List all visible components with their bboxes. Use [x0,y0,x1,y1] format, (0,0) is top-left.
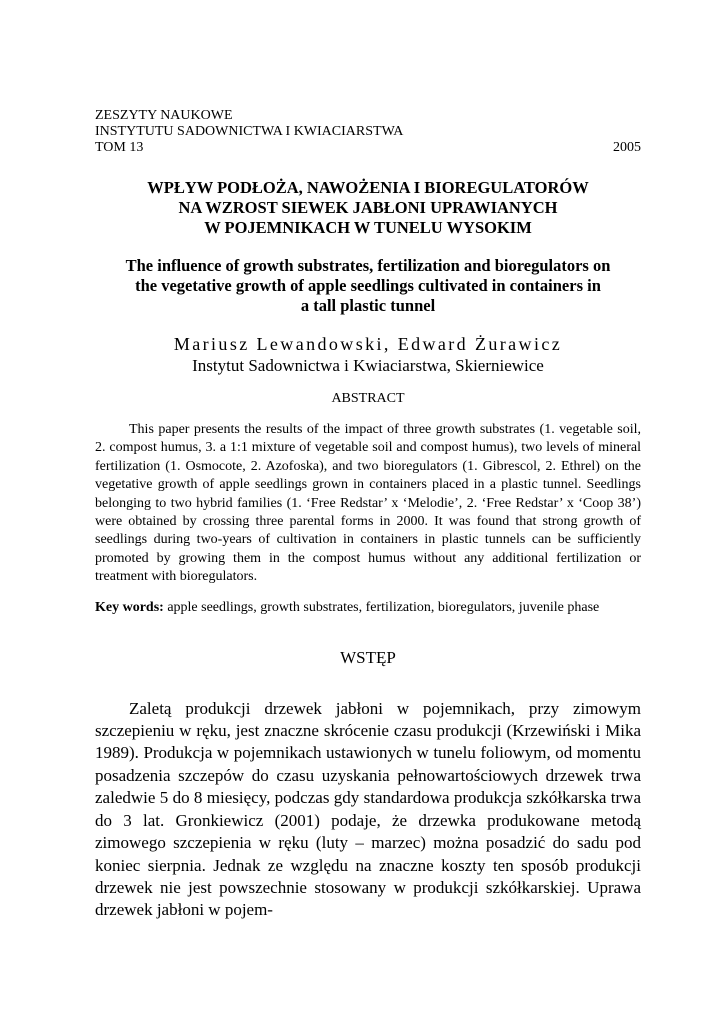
title-polish-line2: NA WZROST SIEWEK JABŁONI UPRAWIANYCH [178,198,558,217]
volume-row [95,140,641,156]
title-polish [95,178,641,238]
volume-label: TOM 13 [95,140,144,155]
year-label: 2005 [613,140,641,155]
section-heading: WSTĘP [340,647,396,667]
authors: Mariusz Lewandowski, Edward Żurawicz [173,334,563,354]
title-polish-line3: W POJEMNIKACH W TUNELU WYSOKIM [204,218,532,237]
body-paragraph: Zaletą produkcji drzewek jabłoni w pojemnikach, przy zimowym szczepieniu w ręku, jest znaczne skrócenie czasu produkcji (Krzewiński i Mika 1989). Produkcja w pojemnikach ustawionych w tunelu foliowym, od momentu posadzenia szczepów do czasu uzyskania pełnowartościowych drzewek trwa zaledwie 5 do 8 miesięcy, podczas gdy standardowa produkcja szkółkarska trwa do 3 lat. Gronkiewicz (2001) podaje, że drzewka produkowane metodą zimowego szczepienia w ręku (luty – marzec) można posadzić do sadu pod koniec sierpnia. Jednak ze względu na znaczne koszty ten sposób produkcji drzewek nie jest powszechnie stosowany w produkcji szkółkarskiej. Uprawa drzewek jabłoni w pojem- [95,698,641,920]
title-english-line2: the vegetative growth of apple seedlings cultivated in containers in [135,276,601,295]
keywords-text: apple seedlings, growth substrates, fertilization, bioregulators, juvenile phase [163,599,600,615]
keywords [95,599,641,617]
affiliation: Instytut Sadownictwa i Kwiaciarstwa, Skierniewice [192,356,544,375]
journal-name-line1: ZESZYTY NAUKOWE [95,108,233,123]
title-polish-line1: WPŁYW PODŁOŻA, NAWOŻENIA I BIOREGULATORÓW [147,178,589,197]
abstract-heading: ABSTRACT [331,391,405,406]
title-english-line3: a tall plastic tunnel [300,296,436,315]
journal-name-line2: INSTYTUTU SADOWNICTWA I KWIACIARSTWA [95,124,404,139]
journal-header [95,108,641,156]
title-english-line1: The influence of growth substrates, fertilization and bioregulators on [125,256,611,275]
abstract-text: This paper presents the results of the impact of three growth substrates (1. vegetable soil, 2. compost humus, 3. a 1:1 mixture of vegetable soil and compost humus), two levels of mineral fertilization (1. Osmocote, 2. Azofoska), and two bioregulators (1. Gibrescol, 2. Ethrel) on the vegetative growth of apple seedlings grown in containers placed in a plastic tunnel. Seedlings belonging to two hybrid families (1. ‘Free Redstar’ x ‘Melodie’, 2. ‘Free Redstar’ x ‘Coop 38’) were obtained by crossing three parental forms in 2000. It was found that strong growth of seedlings during two-years of cultivation in containers in plastic tunnels can be sufficiently promoted by growing them in the compost humus without any additional fertilization or treatment with bioregulators. [95,422,641,585]
keywords-label: Key words: [95,599,164,615]
title-english [95,256,641,316]
page [95,108,641,922]
